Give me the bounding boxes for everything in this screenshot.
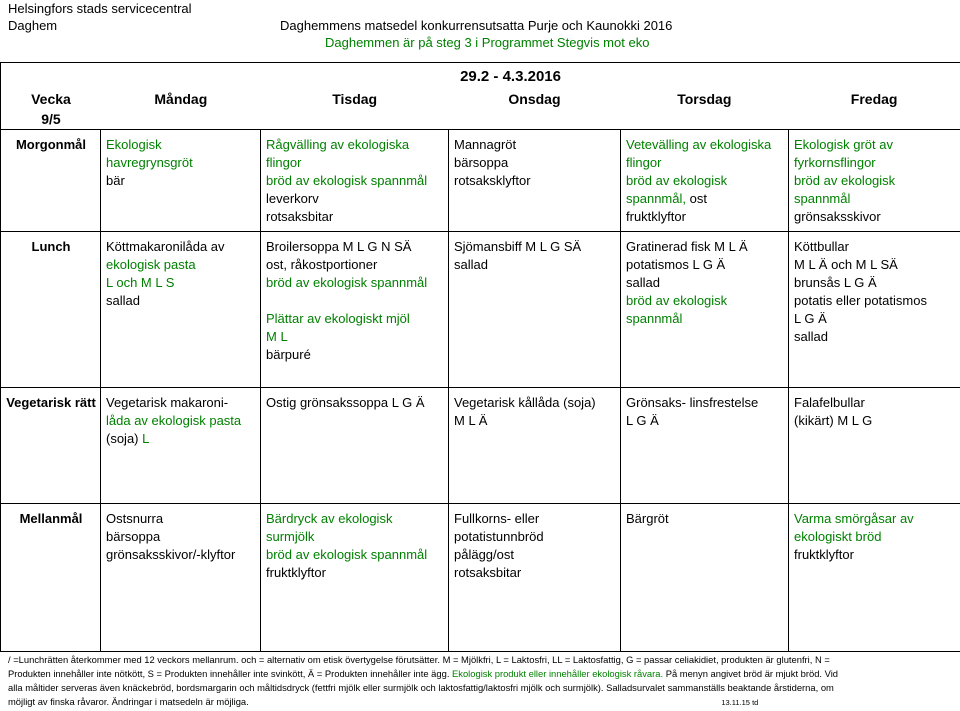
menu-text: L G Ä <box>794 311 827 326</box>
menu-text: ekologisk pasta <box>106 257 196 272</box>
menu-text: flingor <box>266 155 302 170</box>
menu-text: Ostig grönsakssoppa L G Ä <box>266 395 425 410</box>
menu-cell <box>789 388 960 504</box>
menu-line <box>106 238 256 256</box>
footer-eco-note: Ekologisk produkt eller innehåller ekologisk råvara. <box>452 668 664 679</box>
menu-line <box>266 256 444 274</box>
menu-text: Mannagröt <box>454 137 517 152</box>
menu-line <box>454 238 616 256</box>
footer-line: / =Lunchrätten återkommer med 12 veckors mellanrum. och = alternativ om etisk övertygelse förutsätter. M = Mjölkfri, L = Laktosfri, LL = Laktosfattig, G = passar celiakidiet, produkten är glutenfri, N = <box>8 654 830 665</box>
menu-text: Falafelbullar <box>794 395 865 410</box>
menu-line <box>794 136 956 154</box>
menu-text: låda av ekologisk pasta <box>106 413 242 428</box>
week-label: Vecka <box>31 91 71 107</box>
menu-line <box>106 136 256 154</box>
menu-cell <box>449 232 621 388</box>
footer-line: Produkten innehåller inte nötkött, S = Produkten innehåller inte svinkött, Ä = Produkten innehåller inte ägg. <box>8 668 453 679</box>
menu-text: havregrynsgröt <box>106 155 193 170</box>
date-range: 29.2 - 4.3.2016 <box>460 68 561 85</box>
menu-line <box>266 292 444 310</box>
menu-line <box>626 238 784 256</box>
menu-cell <box>101 130 261 232</box>
menu-line <box>794 292 956 310</box>
menu-text: Rågvälling av ekologiska <box>266 137 410 152</box>
menu-cell <box>261 504 449 652</box>
menu-subtitle: Daghemmen är på steg 3 i Programmet Stegvis mot eko <box>325 35 650 50</box>
menu-line <box>794 256 956 274</box>
menu-text: Vegetarisk makaroni- <box>106 395 229 410</box>
menu-text: Ekologisk <box>106 137 162 152</box>
menu-line <box>794 546 956 564</box>
menu-line <box>266 546 444 564</box>
menu-cell <box>621 232 789 388</box>
menu-text: fruktklyftor <box>266 565 326 580</box>
menu-text: (soja) <box>106 431 143 446</box>
menu-text: bärsoppa <box>106 529 161 544</box>
menu-text: bärsoppa <box>454 155 509 170</box>
menu-text: rotsaksklyftor <box>454 173 531 188</box>
menu-line <box>626 510 784 528</box>
menu-cell <box>789 130 960 232</box>
menu-line <box>626 154 784 172</box>
menu-text: Gratinerad fisk M L Ä <box>626 239 748 254</box>
menu-text: leverkorv <box>266 191 319 206</box>
menu-cell <box>101 388 261 504</box>
week-header <box>1 89 101 129</box>
meal-label: Mellanmål <box>1 504 101 652</box>
day-header-monday: Måndag <box>154 91 208 107</box>
menu-text: fruktklyftor <box>626 209 686 224</box>
menu-text: Varma smörgåsar av <box>794 511 914 526</box>
menu-line <box>794 310 956 328</box>
menu-text: bärpuré <box>266 347 311 362</box>
menu-line <box>626 190 784 208</box>
menu-line <box>266 310 444 328</box>
meal-row-vegetarian <box>1 388 960 504</box>
week-number: 9/5 <box>41 111 61 127</box>
menu-text: Sjömansbiff M L G SÄ <box>454 239 582 254</box>
menu-cell <box>101 504 261 652</box>
menu-cell <box>621 504 789 652</box>
meal-label: Morgonmål <box>1 130 101 232</box>
menu-text: fruktklyftor <box>794 547 854 562</box>
menu-cell <box>621 388 789 504</box>
menu-line <box>794 190 956 208</box>
footer-line: På menyn angivet bröd är mjukt bröd. Vid <box>663 668 839 679</box>
menu-text: (kikärt) M L G <box>794 413 873 428</box>
menu-line <box>454 172 616 190</box>
menu-text: spannmål <box>794 191 851 206</box>
menu-text: bröd av ekologisk <box>626 293 728 308</box>
menu-text: Grönsaks- linsfrestelse <box>626 395 759 410</box>
menu-line <box>106 430 256 448</box>
menu-line <box>626 172 784 190</box>
menu-line <box>794 328 956 346</box>
menu-text: ekologiskt bröd <box>794 529 882 544</box>
menu-text: surmjölk <box>266 529 315 544</box>
meal-label: Vegetarisk rätt <box>1 388 101 504</box>
menu-text: M L <box>266 329 288 344</box>
menu-text: bröd av ekologisk <box>794 173 896 188</box>
menu-table <box>0 62 960 652</box>
menu-cell <box>789 504 960 652</box>
menu-text: ost <box>689 191 707 206</box>
menu-cell <box>261 232 449 388</box>
footer-line: alla måltider serveras även knäckebröd, bordsmargarin och måltidsdryck (fettfri mjölk eller surmjölk och laktosfattig/laktosfri mjölk och surmjölk). Salladsurvalet sammanställs beaktande årstiderna, om <box>8 682 834 693</box>
menu-cell <box>449 130 621 232</box>
menu-line <box>626 412 784 430</box>
day-header-friday: Fredag <box>850 91 898 107</box>
menu-text: Ekologisk gröt av <box>794 137 893 152</box>
menu-line <box>454 510 616 528</box>
menu-line <box>454 256 616 274</box>
meal-row-morning <box>1 130 960 232</box>
menu-line <box>626 274 784 292</box>
menu-text: bröd av ekologisk spannmål <box>266 275 428 290</box>
menu-text: Broilersoppa M L G N SÄ <box>266 239 412 254</box>
menu-line <box>794 394 956 412</box>
footer-line: möjligt av finska råvaror. Ändringar i matsedeln är möjliga. <box>8 696 249 707</box>
menu-line <box>106 510 256 528</box>
menu-line <box>266 208 444 226</box>
menu-line <box>794 208 956 226</box>
menu-cell <box>449 504 621 652</box>
menu-text: Bärgröt <box>626 511 669 526</box>
menu-line <box>266 564 444 582</box>
menu-text: grönsaksskivor <box>794 209 881 224</box>
menu-line <box>454 394 616 412</box>
menu-text: sallad <box>794 329 828 344</box>
footer-notes <box>8 653 953 710</box>
menu-text: Köttbullar <box>794 239 849 254</box>
menu-cell <box>449 388 621 504</box>
menu-line <box>106 256 256 274</box>
menu-text: ost, råkostportioner <box>266 257 378 272</box>
table-header-row <box>1 63 960 130</box>
menu-text: potatis eller potatismos <box>794 293 927 308</box>
menu-text: M L Ä och M L SÄ <box>794 257 898 272</box>
meal-row-lunch <box>1 232 960 388</box>
menu-line <box>626 292 784 310</box>
menu-text: Köttmakaronilåda av <box>106 239 225 254</box>
menu-text: rotsaksbitar <box>266 209 334 224</box>
menu-text: bröd av ekologisk spannmål <box>266 547 428 562</box>
menu-line <box>106 172 256 190</box>
menu-cell <box>621 130 789 232</box>
menu-line <box>626 394 784 412</box>
menu-line <box>266 346 444 364</box>
unit-label: Daghem <box>8 18 58 33</box>
menu-text: spannmål <box>626 311 683 326</box>
menu-text: pålägg/ost <box>454 547 514 562</box>
menu-line <box>106 154 256 172</box>
menu-line <box>454 528 616 546</box>
menu-line <box>454 564 616 582</box>
menu-line <box>454 546 616 564</box>
menu-line <box>106 412 256 430</box>
menu-line <box>106 292 256 310</box>
menu-line <box>454 412 616 430</box>
footer-date: 13.11.15 td <box>721 698 759 707</box>
menu-text: Vegetarisk kållåda (soja) <box>454 395 596 410</box>
menu-text: sallad <box>626 275 660 290</box>
menu-text: Plättar av ekologiskt mjöl <box>266 311 410 326</box>
menu-line <box>106 394 256 412</box>
menu-line <box>794 274 956 292</box>
menu-line <box>626 256 784 274</box>
menu-line <box>794 238 956 256</box>
menu-text: bröd av ekologisk spannmål <box>266 173 428 188</box>
menu-text: bär <box>106 173 125 188</box>
menu-text: L <box>142 431 150 446</box>
menu-text: sallad <box>106 293 140 308</box>
menu-text: Fullkorns- eller <box>454 511 540 526</box>
menu-line <box>794 172 956 190</box>
menu-line <box>106 274 256 292</box>
meal-label: Lunch <box>1 232 101 388</box>
meal-row-snack <box>1 504 960 652</box>
menu-line <box>794 528 956 546</box>
menu-line <box>266 190 444 208</box>
menu-line <box>454 136 616 154</box>
menu-line <box>266 238 444 256</box>
menu-line <box>266 274 444 292</box>
menu-line <box>106 528 256 546</box>
menu-cell <box>261 130 449 232</box>
menu-text: rotsaksbitar <box>454 565 522 580</box>
menu-line <box>266 528 444 546</box>
menu-line <box>266 394 444 412</box>
menu-text: sallad <box>454 257 488 272</box>
menu-cell <box>261 388 449 504</box>
menu-text: bröd av ekologisk <box>626 173 728 188</box>
menu-text: Vetevälling av ekologiska <box>626 137 772 152</box>
menu-text: M L Ä <box>454 413 488 428</box>
menu-text: L och M L S <box>106 275 175 290</box>
menu-line <box>106 546 256 564</box>
menu-text: potatismos L G Ä <box>626 257 726 272</box>
day-header-wednesday: Onsdag <box>508 91 561 107</box>
menu-text: Bärdryck av ekologisk <box>266 511 393 526</box>
menu-line <box>794 412 956 430</box>
menu-line <box>266 510 444 528</box>
menu-text: Ostsnurra <box>106 511 164 526</box>
day-header-tuesday: Tisdag <box>332 91 378 107</box>
menu-line <box>266 328 444 346</box>
menu-line <box>794 510 956 528</box>
menu-text: grönsaksskivor/-klyftor <box>106 547 236 562</box>
menu-text: flingor <box>626 155 662 170</box>
menu-line <box>626 310 784 328</box>
menu-text: potatistunnbröd <box>454 529 544 544</box>
menu-line <box>626 136 784 154</box>
menu-cell <box>789 232 960 388</box>
day-header-thursday: Torsdag <box>677 91 732 107</box>
menu-title: Daghemmens matsedel konkurrensutsatta Purje och Kaunokki 2016 <box>280 18 673 33</box>
menu-line <box>266 136 444 154</box>
menu-text: fyrkornsflingor <box>794 155 876 170</box>
menu-line <box>266 154 444 172</box>
menu-text: L G Ä <box>626 413 659 428</box>
menu-cell <box>101 232 261 388</box>
header-cell <box>1 63 960 130</box>
menu-line <box>266 172 444 190</box>
menu-text: brunsås L G Ä <box>794 275 877 290</box>
menu-line <box>454 154 616 172</box>
menu-line <box>794 154 956 172</box>
menu-line <box>626 208 784 226</box>
menu-text: spannmål, <box>626 191 690 206</box>
organization-name: Helsingfors stads servicecentral <box>8 1 192 16</box>
